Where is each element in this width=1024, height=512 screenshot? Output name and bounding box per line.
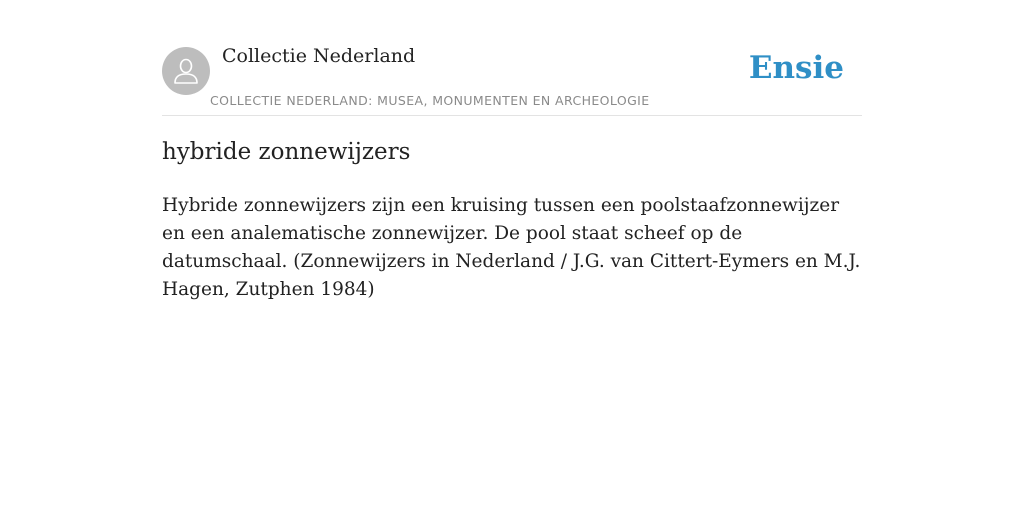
article-body: Hybride zonnewijzers zijn een kruising tussen een poolstaafzonnewijzer en een analematische zonnewijzer. De pool staat scheef op de datumschaal. (Zonnewijzers in Nederland / J.G. van Cittert-Eymers en M.J. Hagen, Zutphen 1984) (162, 195, 861, 300)
page-title: hybride zonnewijzers (162, 139, 411, 165)
author-avatar[interactable] (162, 47, 210, 95)
user-icon (171, 56, 201, 86)
author-subtitle: COLLECTIE NEDERLAND: MUSEA, MONUMENTEN EN ARCHEOLOGIE (210, 93, 650, 108)
header (162, 0, 862, 116)
page-container (162, 0, 862, 300)
ensie-logo[interactable]: Ensie (748, 50, 844, 86)
author-name[interactable]: Collectie Nederland (222, 45, 416, 67)
